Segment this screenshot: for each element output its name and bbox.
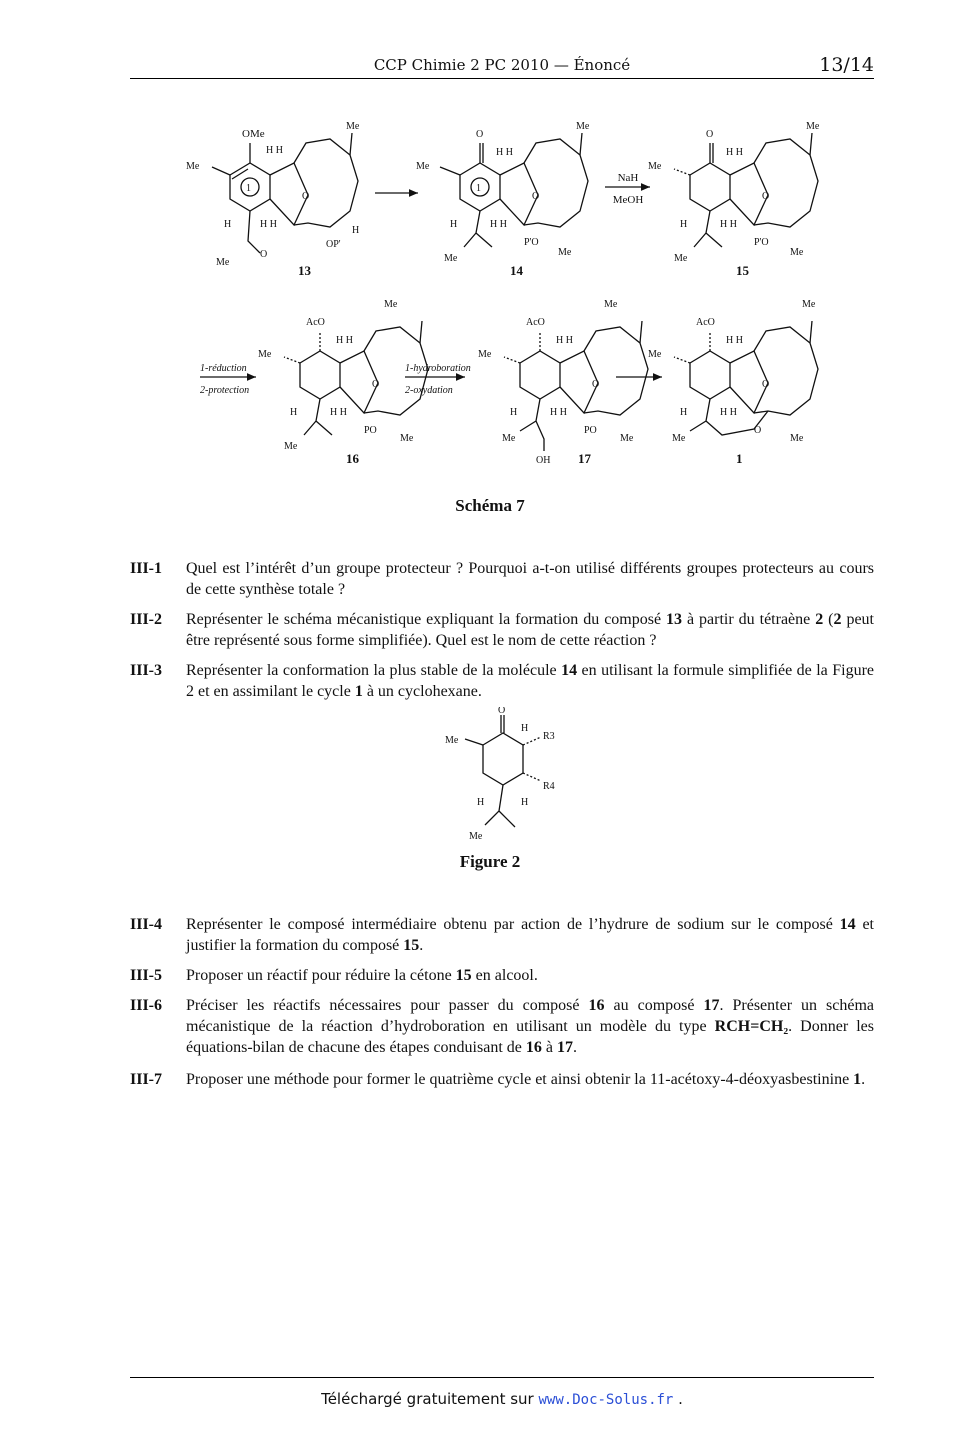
figure-2-drawing (437, 707, 567, 847)
svg-text:H: H (477, 797, 485, 808)
svg-text:OP': OP' (326, 239, 341, 250)
svg-text:PO: PO (364, 425, 377, 436)
svg-text:AcO: AcO (306, 317, 325, 328)
compound-label-14: 14 (510, 263, 523, 278)
svg-text:H: H (224, 219, 232, 230)
svg-text:O: O (302, 191, 310, 202)
svg-text:Me: Me (620, 433, 634, 444)
question-text: Proposer une méthode pour former le quatrième cycle et ainsi obtenir la 11-acétoxy-4-déoxyasbestinine 1. (186, 1071, 866, 1088)
question-text: Représenter la conformation la plus stable de la molécule 14 en utilisant la formule simplifiée de la Figure 2 et en assimilant le cycle 1 à un cyclohexane. (186, 662, 874, 700)
svg-text:Me: Me (790, 433, 804, 444)
page-number: 13/14 (819, 54, 874, 76)
svg-text:H: H (680, 219, 688, 230)
svg-text:Me: Me (558, 247, 572, 258)
svg-text:H H: H H (260, 219, 277, 230)
figure-2-caption: Figure 2 (459, 852, 521, 871)
svg-text:Me: Me (790, 247, 804, 258)
structure-13 (186, 121, 360, 268)
footer-line (130, 1390, 874, 1408)
svg-text:H: H (521, 723, 529, 734)
svg-text:Me: Me (806, 121, 820, 132)
structure-1 (648, 299, 818, 444)
svg-text:O: O (476, 129, 484, 140)
svg-text:H H: H H (330, 407, 347, 418)
svg-text:H H: H H (336, 335, 353, 346)
svg-text:Me: Me (802, 299, 816, 310)
compound-label-1: 1 (736, 451, 743, 466)
svg-text:Me: Me (674, 253, 688, 264)
svg-text:H H: H H (720, 219, 737, 230)
page-footer (130, 1377, 874, 1408)
svg-text:Me: Me (186, 161, 200, 172)
svg-text:Me: Me (648, 349, 662, 360)
svg-text:Me: Me (416, 161, 430, 172)
svg-text:O: O (754, 425, 762, 436)
structure-14 (416, 121, 590, 264)
svg-text:Me: Me (604, 299, 618, 310)
svg-text:OMe: OMe (242, 128, 265, 140)
svg-text:P'O: P'O (754, 237, 769, 248)
svg-text:Me: Me (346, 121, 360, 132)
question-number: III-3 (130, 662, 163, 679)
svg-text:H: H (352, 225, 360, 236)
svg-text:OH: OH (536, 455, 551, 466)
svg-text:O: O (762, 191, 770, 202)
structure-17 (478, 299, 648, 466)
question-text: Représenter le schéma mécanistique expliquant la formation du composé 13 à partir du tétraène 2 (2 peut être représenté sous forme simplifiée). Quel est le nom de cette réaction ? (186, 611, 875, 649)
question-text: Représenter le composé intermédiaire obtenu par action de l’hydrure de sodium sur le composé 14 et justifier la formation du composé 15. (186, 916, 875, 954)
svg-text:P'O: P'O (524, 237, 539, 248)
svg-text:R4: R4 (543, 781, 555, 792)
arrow2-bottom-reagent: 2-protection (200, 385, 250, 396)
question-III-4 (130, 914, 874, 956)
question-III-1 (130, 558, 874, 600)
svg-text:H: H (521, 797, 529, 808)
header-title: CCP Chimie 2 PC 2010 — Énoncé (373, 56, 631, 74)
svg-text:O: O (372, 379, 380, 390)
arrow3-top-reagent: 1-hydroboration (405, 363, 471, 374)
svg-text:H H: H H (726, 147, 743, 158)
svg-text:O: O (498, 707, 506, 716)
question-number: III-4 (130, 916, 163, 933)
svg-text:Me: Me (216, 257, 230, 268)
question-number: III-5 (130, 967, 163, 984)
svg-text:H H: H H (496, 147, 513, 158)
question-III-7 (130, 1069, 874, 1090)
compound-label-13: 13 (298, 263, 311, 278)
svg-text:1: 1 (476, 183, 481, 194)
svg-text:O: O (532, 191, 540, 202)
question-number: III-6 (130, 997, 163, 1014)
svg-text:Me: Me (384, 299, 398, 310)
svg-text:H H: H H (550, 407, 567, 418)
svg-text:Me: Me (284, 441, 298, 452)
question-text: Proposer un réactif pour réduire la cétone 15 en alcool. (186, 967, 538, 984)
svg-text:Me: Me (400, 433, 414, 444)
svg-text:O: O (260, 249, 268, 260)
svg-text:PO: PO (584, 425, 597, 436)
footer-text: Téléchargé gratuitement sur (321, 1390, 534, 1408)
question-III-3 (130, 660, 874, 702)
svg-text:O: O (592, 379, 600, 390)
question-III-6 (130, 995, 874, 1058)
svg-text:Me: Me (445, 735, 459, 746)
svg-text:H H: H H (556, 335, 573, 346)
svg-text:Me: Me (648, 161, 662, 172)
svg-text:Me: Me (478, 349, 492, 360)
svg-text:O: O (706, 129, 714, 140)
scheme-7-drawing (180, 105, 820, 485)
svg-text:Me: Me (502, 433, 516, 444)
question-III-5 (130, 965, 874, 986)
svg-text:AcO: AcO (526, 317, 545, 328)
question-text: Quel est l’intérêt d’un groupe protecteur ? Pourquoi a-t-on utilisé différents groupes protecteurs au cours de cette synthèse totale ? (186, 560, 874, 598)
svg-text:H: H (450, 219, 458, 230)
arrow2-top-reagent: 1-réduction (200, 363, 247, 374)
svg-text:1: 1 (246, 183, 251, 194)
arrow1-bottom-reagent: MeOH (612, 194, 644, 206)
structure-15 (648, 121, 820, 264)
svg-text:Me: Me (672, 433, 686, 444)
compound-label-15: 15 (736, 263, 749, 278)
svg-text:Me: Me (258, 349, 272, 360)
footer-link[interactable]: www.Doc-Solus.fr (538, 1392, 674, 1408)
footer-end: . (678, 1390, 683, 1408)
question-number: III-1 (130, 560, 163, 577)
svg-text:H H: H H (720, 407, 737, 418)
svg-text:H H: H H (490, 219, 507, 230)
svg-text:Me: Me (576, 121, 590, 132)
svg-text:H H: H H (726, 335, 743, 346)
svg-text:H: H (510, 407, 518, 418)
svg-text:R3: R3 (543, 731, 555, 742)
arrow1-top-reagent: NaH (617, 172, 639, 184)
svg-text:AcO: AcO (696, 317, 715, 328)
structure-16 (258, 299, 428, 452)
page-header (130, 54, 874, 79)
compound-label-17: 17 (578, 451, 591, 466)
svg-text:H: H (290, 407, 298, 418)
scheme-caption: Schéma 7 (455, 496, 525, 515)
compound-label-16: 16 (346, 451, 359, 466)
question-text: Préciser les réactifs nécessaires pour passer du composé 16 au composé 17. Présenter un schéma mécanistique de la réaction d’hydroboration en utilisant un modèle du type RCH=CH₂. Donner les équations-bilan de chacune des étapes conduisant de 16 à 17. (186, 997, 875, 1056)
svg-text:Me: Me (469, 831, 483, 842)
question-number: III-2 (130, 611, 163, 628)
svg-text:O: O (762, 379, 770, 390)
svg-text:Me: Me (444, 253, 458, 264)
arrow3-bottom-reagent: 2-oxydation (405, 385, 453, 396)
question-III-2 (130, 609, 874, 651)
svg-text:H H: H H (266, 145, 283, 156)
svg-text:H: H (680, 407, 688, 418)
question-number: III-7 (130, 1071, 163, 1088)
